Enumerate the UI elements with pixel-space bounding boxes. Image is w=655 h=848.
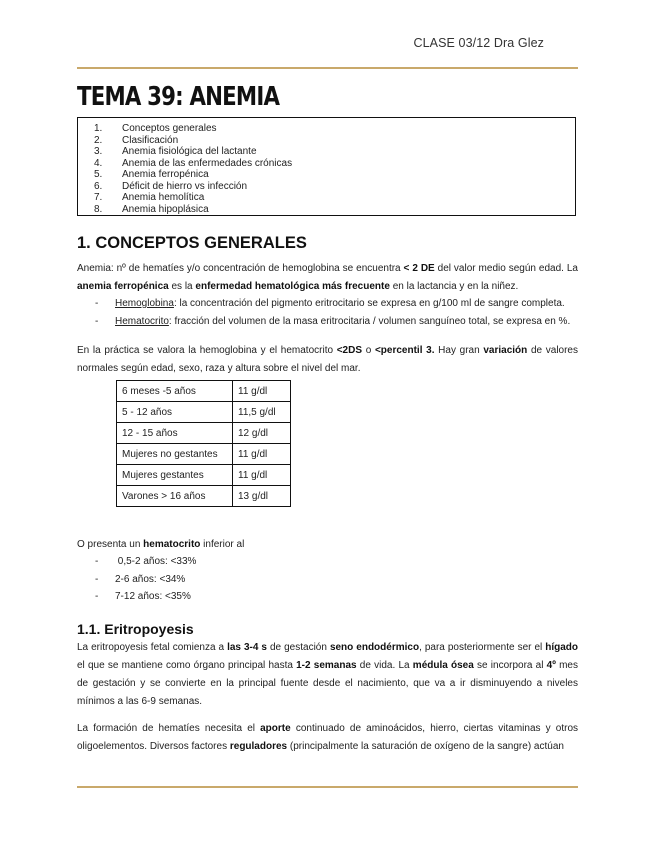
toc-item: [78, 169, 575, 181]
paragraph-practice: [77, 342, 578, 378]
paragraph-hematies-formation: [77, 720, 578, 756]
table-of-contents: [77, 117, 576, 216]
toc-item: [78, 146, 575, 158]
table-row: [117, 381, 291, 402]
text: La eritropoyesis fetal comienza a: [77, 642, 228, 653]
toc-label: Clasificación: [122, 134, 179, 146]
bold-text: seno endodérmico: [329, 642, 420, 653]
definition-term: Hematocrito: [115, 315, 169, 327]
bold-text: reguladores: [229, 741, 288, 752]
toc-number: 8.: [94, 203, 103, 215]
text: continuado de aminoácidos, hierro, ciertas vitaminas y otros oligoelementos. Diversos factores: [77, 723, 579, 752]
text: es la: [168, 281, 196, 292]
bold-text: aporte: [260, 723, 291, 734]
text: del valor medio según edad. La: [434, 263, 578, 274]
toc-item: [78, 192, 575, 204]
toc-number: 2.: [94, 134, 103, 146]
toc-number: 3.: [94, 146, 103, 157]
table-cell-value: 11 g/dl: [233, 381, 291, 402]
paragraph-eritropoyesis-fetal: [77, 639, 578, 711]
list-text: 2-6 años: <34%: [115, 573, 186, 585]
text: En la práctica se valora la hemoglobina y el hematocrito: [77, 345, 337, 356]
paragraph-hematocrit: [77, 536, 578, 554]
toc-item: [78, 158, 575, 170]
text: en la lactancia y en la niñez.: [389, 281, 519, 292]
bold-text: enfermedad hematológica más frecuente: [195, 281, 390, 292]
bold-text: anemia ferropénica: [77, 281, 169, 292]
table-row: [117, 423, 291, 444]
toc-number: 6.: [94, 180, 103, 192]
table-cell-value: 13 g/dl: [233, 486, 291, 507]
list-item: [77, 571, 196, 589]
class-header: CLASE 03/12 Dra Glez: [413, 36, 544, 50]
list-dash: -: [95, 591, 99, 602]
bold-text: 4º: [546, 660, 556, 671]
toc-label: Anemia ferropénica: [122, 169, 209, 180]
text: O presenta un: [77, 539, 144, 550]
bold-text: hematocrito: [143, 539, 201, 550]
toc-label: Anemia fisiológica del lactante: [122, 146, 257, 157]
list-text: 0,5-2 años: <33%: [115, 556, 197, 567]
list-item: [77, 295, 570, 313]
toc-item: [78, 181, 575, 193]
definition-term: Hemoglobina: [115, 298, 174, 309]
list-dash: -: [95, 556, 99, 567]
table-row: [117, 402, 291, 423]
bold-text: <2DS: [336, 345, 363, 356]
hemoglobin-values-table: [116, 380, 291, 507]
table-cell-group: 5 - 12 años: [117, 402, 233, 423]
bold-text: médula ósea: [412, 660, 474, 671]
table-row: [117, 465, 291, 486]
page-title: TEMA 39: ANEMIA: [77, 82, 280, 112]
table-cell-value: 11,5 g/dl: [233, 402, 291, 423]
table-row: [117, 486, 291, 507]
toc-label: Anemia de las enfermedades crónicas: [122, 157, 293, 169]
text: mes de gestación y se convierte en la principal fuente desde el nacimiento, que va a ir disminuyendo a niveles mínimos a las 6-9 semanas.: [77, 660, 578, 707]
text: La formación de hematíes necesita el: [77, 723, 261, 734]
footer-rule: [77, 786, 578, 788]
list-item: [77, 313, 570, 331]
text: Anemia: nº de hematíes y/o concentración de hemoglobina se encuentra: [77, 263, 404, 274]
bold-text: hígado: [545, 642, 579, 653]
toc-item: [78, 135, 575, 147]
list-text: 7-12 años: <35%: [115, 591, 191, 602]
table-cell-group: Varones > 16 años: [117, 486, 233, 507]
text: el que se mantiene como órgano principal hasta: [77, 660, 297, 671]
table-cell-group: Mujeres gestantes: [117, 465, 233, 486]
table-row: [117, 444, 291, 465]
toc-number: 7.: [94, 192, 103, 203]
text: inferior al: [200, 539, 245, 550]
toc-item: [78, 204, 575, 216]
list-item: [77, 588, 196, 606]
toc-number: 4.: [94, 157, 103, 169]
table-cell-group: 12 - 15 años: [117, 423, 233, 444]
hematocrit-list: [77, 553, 196, 606]
header-rule: [77, 67, 578, 69]
toc-label: Anemia hemolítica: [122, 192, 205, 203]
list-dash: -: [95, 315, 99, 327]
list-item: [77, 553, 196, 571]
table-cell-group: 6 meses -5 años: [117, 381, 233, 402]
text: de valores normales según edad, sexo, raza y altura sobre el nivel del mar.: [77, 345, 578, 374]
list-dash: -: [95, 573, 99, 585]
text: se incorpora al: [473, 660, 547, 671]
toc-label: Conceptos generales: [122, 123, 217, 134]
bold-text: 1-2 semanas: [296, 660, 357, 671]
table-cell-value: 12 g/dl: [233, 423, 291, 444]
toc-item: [78, 123, 575, 135]
definition-text: : la concentración del pigmento eritrocitario se expresa en g/100 ml de sangre completa.: [173, 298, 565, 309]
text: , para posteriormente ser el: [419, 642, 546, 653]
paragraph-anemia-definition: [77, 260, 578, 296]
table-cell-group: Mujeres no gestantes: [117, 444, 233, 465]
text: (principalmente la saturación de oxígeno de la sangre) actúan: [287, 741, 564, 752]
bold-text: < 2 DE: [403, 263, 435, 274]
text: Hay gran: [434, 345, 484, 356]
table-cell-value: 11 g/dl: [233, 465, 291, 486]
toc-number: 5.: [94, 169, 103, 180]
list-dash: -: [95, 298, 99, 309]
definition-text: : fracción del volumen de la masa eritrocitaria / volumen sanguíneo total, se expresa en %.: [168, 315, 571, 327]
definitions-list: [77, 295, 570, 330]
table-cell-value: 11 g/dl: [233, 444, 291, 465]
bold-text: variación: [483, 345, 528, 356]
section-heading-conceptos: 1. CONCEPTOS GENERALES: [77, 234, 307, 252]
subsection-heading-eritropoyesis: 1.1. Eritropoyesis: [77, 621, 194, 637]
bold-text: <percentil 3.: [374, 345, 435, 356]
bold-text: las 3-4 s: [227, 642, 267, 653]
toc-number: 1.: [94, 123, 103, 134]
text: de gestación: [267, 642, 330, 653]
text: o: [362, 345, 375, 356]
toc-label: Anemia hipoplásica: [122, 203, 209, 215]
toc-label: Déficit de hierro vs infección: [122, 180, 248, 192]
text: de vida. La: [356, 660, 413, 671]
